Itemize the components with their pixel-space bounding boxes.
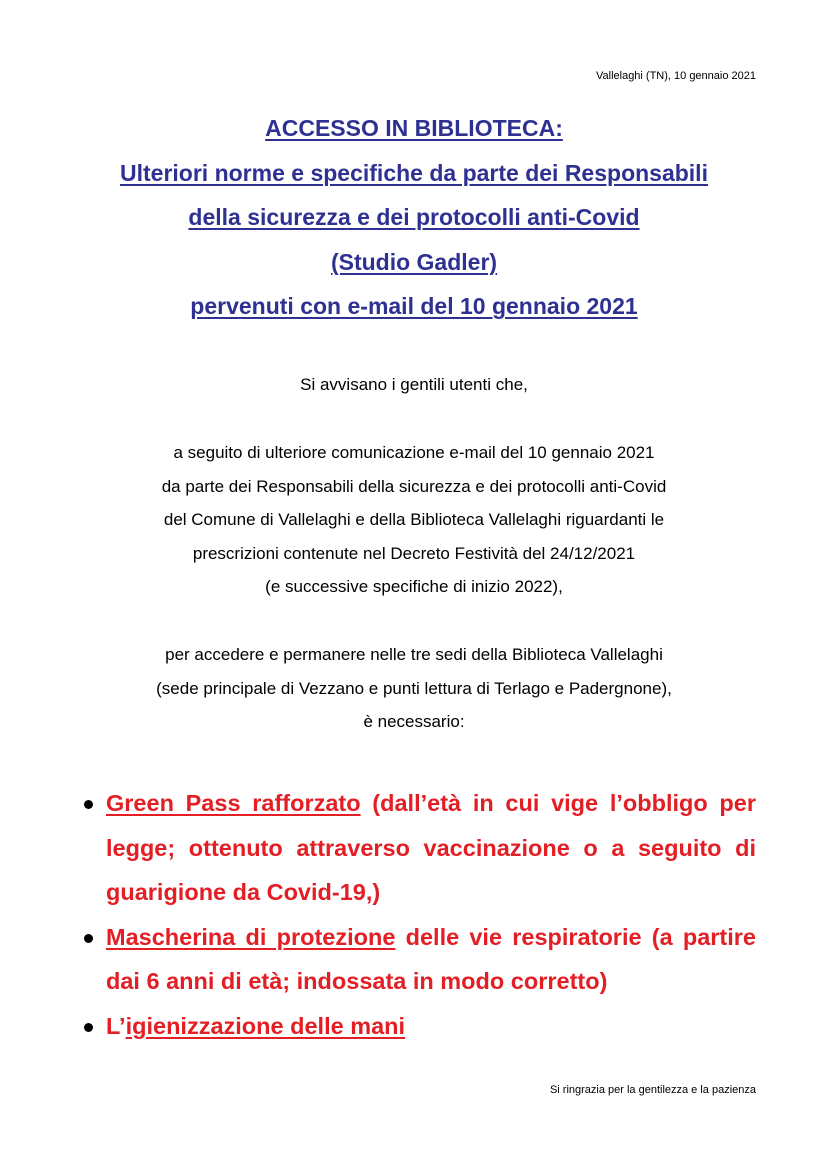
paragraph-line: del Comune di Vallelaghi e della Biblioteca Vallelaghi riguardanti le [163, 510, 665, 529]
paragraph-line: per accedere e permanere nelle tre sedi della Biblioteca Vallelaghi [165, 645, 663, 664]
paragraph-line: (sede principale di Vezzano e punti lettura di Terlago e Padergnone), [156, 678, 672, 698]
requirement-item-hand-sanitizing: L’igienizzazione delle mani [82, 1004, 756, 1049]
notice-title [60, 113, 768, 336]
communication-paragraph [60, 441, 768, 609]
title-line-3: della sicurezza e dei protocolli anti-Covid [188, 204, 640, 230]
bullet-icon [84, 934, 93, 943]
paragraph-line: da parte dei Responsabili della sicurezza e dei protocolli anti-Covid [161, 476, 667, 496]
access-paragraph [60, 643, 768, 744]
requirement-key: Mascherina di protezione [106, 923, 396, 950]
title-line-4: (Studio Gadler) [330, 248, 498, 275]
requirement-key: Green Pass rafforzato [106, 790, 361, 816]
paragraph-line: è necessario: [363, 712, 465, 731]
title-line-1: ACCESSO IN BIBLIOTECA: [265, 115, 563, 141]
title-line-5: pervenuti con e-mail del 10 gennaio 2021 [190, 293, 638, 319]
requirement-item-green-pass: Green Pass rafforzato (dall’età in cui vige l’obbligo per legge; ottenuto attraverso vaccinazione o a seguito di guarigione da Covid-19,) [82, 781, 756, 915]
closing-thanks: Si ringrazia per la gentilezza e la pazienza [549, 1084, 756, 1096]
requirement-key: igienizzazione delle mani [125, 1012, 406, 1039]
bullet-icon [84, 800, 93, 809]
paragraph-line: prescrizioni contenute nel Decreto Festività del 24/12/2021 [192, 543, 636, 563]
paragraph-line: a seguito di ulteriore comunicazione e-mail del 10 gennaio 2021 [173, 443, 655, 462]
requirements-list [82, 781, 756, 1048]
title-line-2: Ulteriori norme e specifiche da parte dei Responsabili [120, 159, 708, 186]
requirement-item-mask: Mascherina di protezione delle vie respiratorie (a partire dai 6 anni di età; indossata in modo corretto) [82, 915, 756, 1004]
intro-text: Si avvisano i gentili utenti che, [300, 375, 528, 394]
date-line: Vallelaghi (TN), 10 gennaio 2021 [595, 70, 756, 82]
bullet-icon [84, 1023, 93, 1032]
paragraph-line: (e successive specifiche di inizio 2022), [265, 577, 563, 596]
